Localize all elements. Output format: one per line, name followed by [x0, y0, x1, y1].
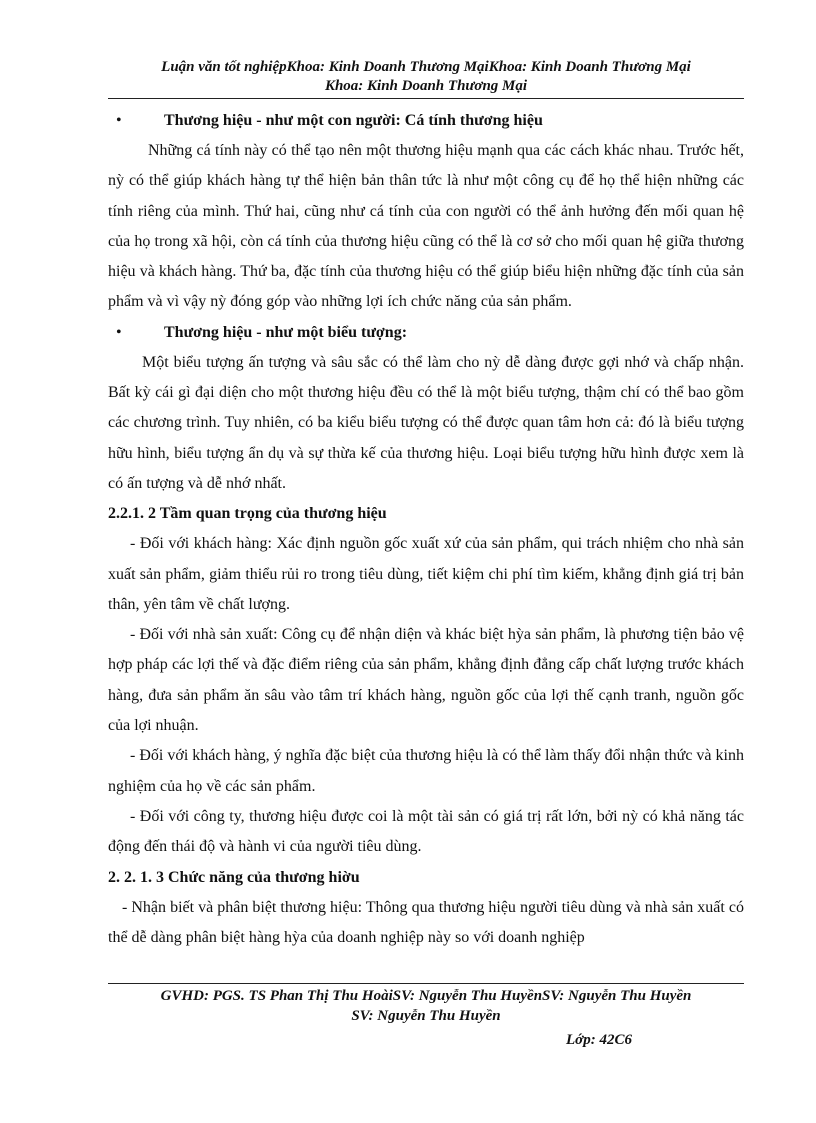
page-header — [108, 58, 744, 96]
bullet-icon: • — [116, 323, 122, 341]
bullet-symbol — [108, 318, 744, 348]
paragraph-symbol: Một biểu tượng ấn tượng và sâu sắc có thể làm cho nỳ dễ dàng được gợi nhớ và chấp nhận. Bất kỳ cái gì đại diện cho một thương hiệu đều có thể là một biểu tượng, thậm chí có thể bao gồm các chương trình. Tuy nhiên, có ba kiểu biểu tượng có thể được quan tâm hơn cả: đó là biểu tượng hữu hình, biểu tượng ẩn dụ và sự thừa kế của thương hiệu. Loại biểu tượng hữu hình được xem là có ấn tượng và dễ nhớ nhất. — [108, 353, 744, 492]
paragraph-personality: Những cá tính này có thể tạo nên một thương hiệu mạnh qua các cách khác nhau. Trước hết, nỳ có thể giúp khách hàng tự thể hiện bản thân tức là như một công cụ để họ thể hiện những các tính riêng của mình. Thứ hai, cũng như cá tính của con người có thể ảnh hưởng đến mối quan hệ của họ trong xã hội, còn cá tính của thương hiệu cũng có thể là cơ sở cho mối quan hệ giữa thương hiệu và khách hàng. Thứ ba, đặc tính của thương hiệu có thể giúp biểu hiện những đặc tính của sản phẩm và vì vậy nỳ đóng góp vào những lợi ích chức năng của sản phẩm. — [108, 142, 744, 311]
paragraph-company: - Đối với công ty, thương hiệu được coi là một tài sản có giá trị rất lớn, bởi nỳ có khả năng tác động đến thái độ và hành vi của người tiêu dùng. — [108, 807, 744, 856]
class-label: Lớp: 42C6 — [566, 1032, 632, 1048]
paragraph-customers: - Đối với khách hàng: Xác định nguồn gốc xuất xứ của sản phẩm, qui trách nhiệm cho nhà sản xuất sản phẩm, giảm thiểu rủi ro trong tiêu dùng, tiết kiệm chi phí tìm kiếm, khẳng định giá trị bản thân, yên tâm về chất lượng. — [108, 535, 744, 613]
header-line-2: Khoa: Kinh Doanh Thương Mại — [324, 78, 528, 94]
header-divider — [108, 98, 744, 99]
paragraph-identification: - Nhận biết và phân biệt thương hiệu: Thông qua thương hiệu người tiêu dùng và nhà sản xuất có thể dễ dàng phân biệt hàng hỳa của doanh nghiệp này so với doanh nghiệp — [108, 898, 744, 946]
footer-divider — [108, 983, 744, 984]
footer-line-2: SV: Nguyễn Thu Huyền — [351, 1008, 501, 1024]
section-heading-functions: 2. 2. 1. 3 Chức năng của thương hiờu — [108, 868, 360, 886]
footer-line-1: GVHD: PGS. TS Phan Thị Thu HoàiSV: Nguyễn Thu HuyềnSV: Nguyễn Thu Huyền — [160, 988, 692, 1004]
header-line-1: Luận văn tốt nghiệpKhoa: Kinh Doanh Thương MạiKhoa: Kinh Doanh Thương Mại — [161, 59, 691, 75]
paragraph-customer-meaning: - Đối với khách hàng, ý nghĩa đặc biệt của thương hiệu là có thể làm thấy đổi nhận thức và kinh nghiệm của họ về các sản phẩm. — [108, 747, 744, 795]
bullet-title: Thương hiệu - như một biểu tượng: — [164, 323, 408, 341]
section-heading-importance: 2.2.1. 2 Tầm quan trọng của thương hiệu — [108, 505, 387, 523]
bullet-icon: • — [116, 112, 122, 129]
paragraph-manufacturers: - Đối với nhà sản xuất: Công cụ để nhận diện và khác biệt hỳa sản phẩm, là phương tiện bảo vệ hợp pháp các lợi thế và đặc điểm riêng của sản phẩm, khẳng định đẳng cấp chất lượng trước khách hàng, đưa sản phẩm ăn sâu vào tâm trí khách hàng, nguồn gốc của lợi thế cạnh tranh, nguồn gốc của lợi nhuận. — [108, 626, 744, 735]
bullet-title: Thương hiệu - như một con người: Cá tính thương hiệu — [164, 112, 543, 129]
bullet-personality — [108, 106, 744, 136]
document-body — [108, 106, 744, 953]
page-footer — [108, 986, 744, 1026]
